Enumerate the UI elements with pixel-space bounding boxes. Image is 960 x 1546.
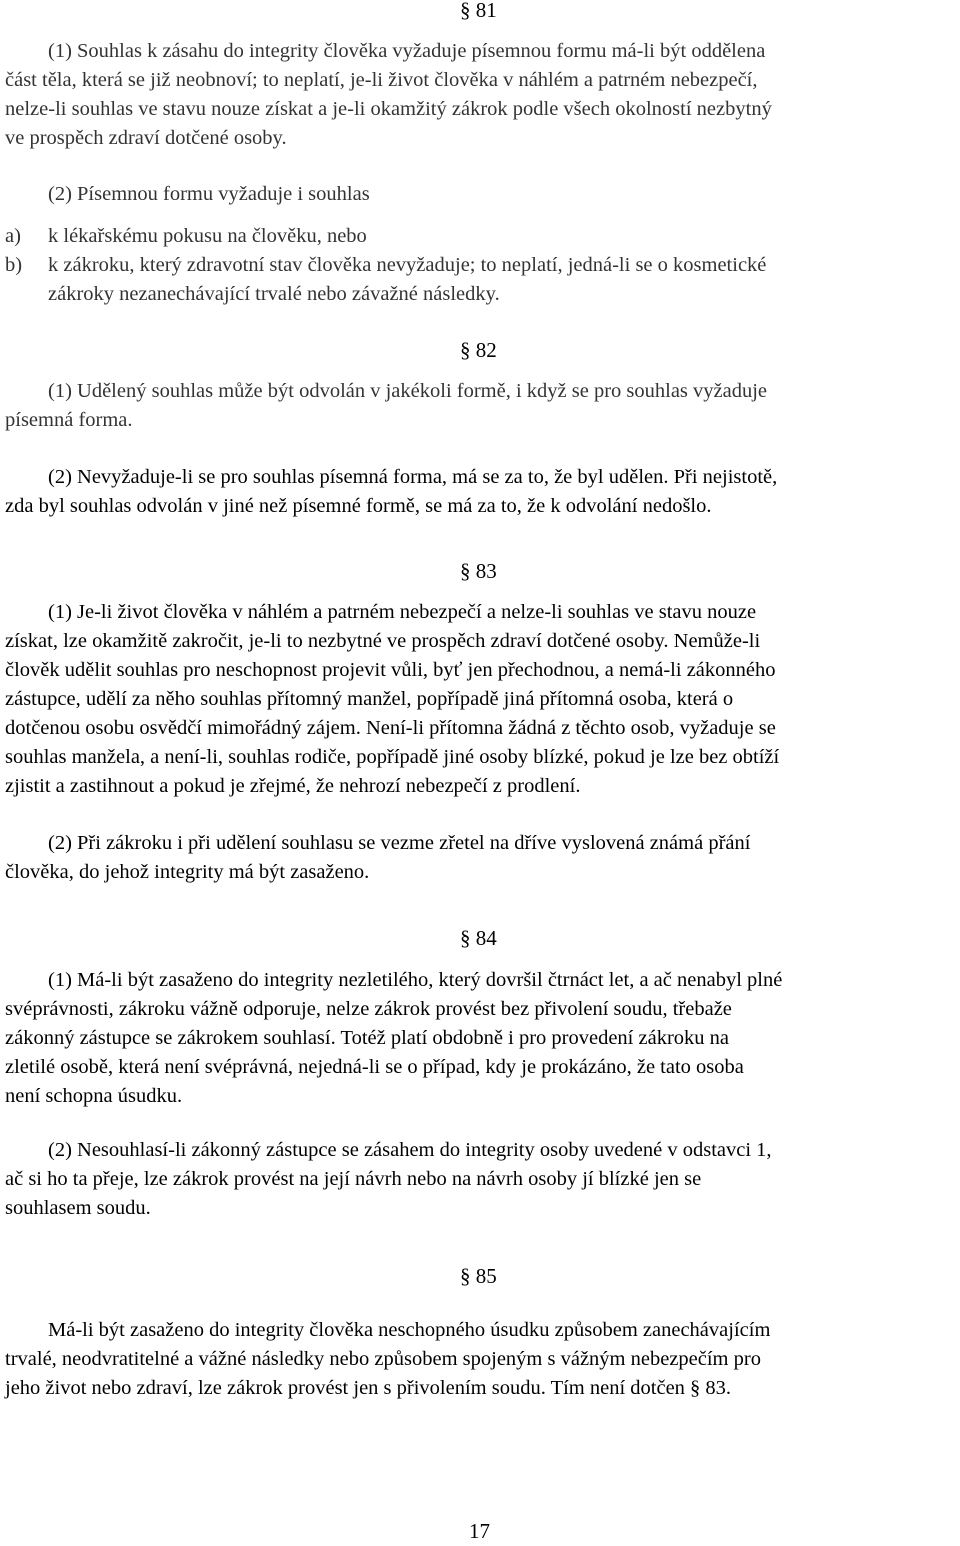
- section-85-heading: § 85: [460, 1264, 497, 1288]
- s83-p1-line7: zjistit a zastihnout a pokud je zřejmé, že nehrozí nebezpečí z prodlení.: [5, 775, 581, 797]
- s84-p1-line3: zákonný zástupce se zákrokem souhlasí. Totéž platí obdobně i pro provedení zákroku na: [5, 1027, 729, 1049]
- s81-p2-line1: (2) Písemnou formu vyžaduje i souhlas: [48, 183, 370, 205]
- item-b-label: b): [5, 254, 23, 276]
- s84-p1-line1: (1) Má-li být zasaženo do integrity nezletilého, který dovršil čtrnáct let, a ač nenabyl plné: [48, 969, 783, 991]
- item-b-text-line1: k zákroku, který zdravotní stav člověka nevyžaduje; to neplatí, jedná-li se o kosmetické: [48, 254, 767, 276]
- s83-p1-line1: (1) Je-li život člověka v náhlém a patrném nebezpečí a nelze-li souhlas ve stavu nouze: [48, 601, 757, 623]
- section-81-heading: § 81: [460, 0, 497, 22]
- item-a-text: k lékařskému pokusu na člověku, nebo: [48, 225, 367, 247]
- s83-p1-line5: dotčenou osobu osvědčí mimořádný zájem. Není-li přítomna žádná z těchto osob, vyžaduje se: [5, 717, 776, 739]
- s81-item-a: [5, 222, 367, 251]
- s81-p1-line1: (1) Souhlas k zásahu do integrity člověka vyžaduje písemnou formu má-li být oddělena: [48, 40, 766, 62]
- section-82-heading: § 82: [460, 338, 497, 362]
- s83-p2-line2: člověka, do jehož integrity má být zasaženo.: [5, 861, 370, 883]
- s82-p1-line1: (1) Udělený souhlas může být odvolán v jakékoli formě, i když se pro souhlas vyžaduje: [48, 380, 768, 402]
- s84-p2-line3: souhlasem soudu.: [5, 1197, 151, 1219]
- s83-p1-line6: souhlas manžela, a není-li, souhlas rodiče, popřípadě jiné osoby blízké, pokud je lze bez obtíží: [5, 746, 780, 768]
- s84-p1-line5: není schopna úsudku.: [5, 1085, 183, 1107]
- s81-item-b: [5, 251, 766, 280]
- s84-p1-line2: svéprávnosti, zákroku vážně odporuje, nelze zákrok provést bez přivolení soudu, třebaže: [5, 998, 732, 1020]
- section-83-heading: § 83: [460, 559, 497, 583]
- s83-p2-line1: (2) Při zákroku i při udělení souhlasu se vezme zřetel na dříve vyslovená známá přání: [48, 832, 751, 854]
- item-a-label: a): [5, 225, 21, 247]
- section-84-heading: § 84: [460, 926, 497, 950]
- s82-p2-line1: (2) Nevyžaduje-li se pro souhlas písemná forma, má se za to, že byl udělen. Při nejistotě,: [48, 466, 778, 488]
- s81-p1-line4: ve prospěch zdraví dotčené osoby.: [5, 127, 287, 149]
- s84-p2-line2: ač si ho ta přeje, lze zákrok provést na její návrh nebo na návrh osoby jí blízké jen se: [5, 1168, 702, 1190]
- s85-p1-line3: jeho život nebo zdraví, lze zákrok provést jen s přivolením soudu. Tím není dotčen § 83.: [5, 1377, 732, 1399]
- s81-p1-line2: část těla, která se již neobnoví; to neplatí, je-li život člověka v náhlém a patrném nebezpečí,: [5, 69, 758, 91]
- s85-p1-line1: Má-li být zasaženo do integrity člověka neschopného úsudku způsobem zanechávajícím: [48, 1319, 771, 1341]
- s85-p1-line2: trvalé, neodvratitelné a vážné následky nebo způsobem spojeným s vážným nebezpečím pro: [5, 1348, 761, 1370]
- s81-item-b-cont: zákroky nezanechávající trvalé nebo závažné následky.: [48, 283, 500, 305]
- s82-p2-line2: zda byl souhlas odvolán v jiné než písemné formě, se má za to, že k odvolání nedošlo.: [5, 495, 712, 517]
- s84-p1-line4: zletilé osobě, která není svéprávná, nejedná-li se o případ, kdy je prokázáno, že tato osoba: [5, 1056, 744, 1078]
- page-number: 17: [469, 1519, 490, 1543]
- s83-p1-line3: člověk udělit souhlas pro neschopnost projevit vůli, byť jen přechodnou, a nemá-li zákonného: [5, 659, 776, 681]
- s81-p1-line3: nelze-li souhlas ve stavu nouze získat a je-li okamžitý zákrok podle všech okolností nezbytný: [5, 98, 772, 120]
- s83-p1-line2: získat, lze okamžitě zakročit, je-li to nezbytné ve prospěch zdraví dotčené osoby. Nemůže-li: [5, 630, 761, 652]
- s82-p1-line2: písemná forma.: [5, 409, 133, 431]
- s83-p1-line4: zástupce, udělí za něho souhlas přítomný manžel, popřípadě jiná přítomná osoba, která o: [5, 688, 734, 710]
- s84-p2-line1: (2) Nesouhlasí-li zákonný zástupce se zásahem do integrity osoby uvedené v odstavci 1,: [48, 1139, 772, 1161]
